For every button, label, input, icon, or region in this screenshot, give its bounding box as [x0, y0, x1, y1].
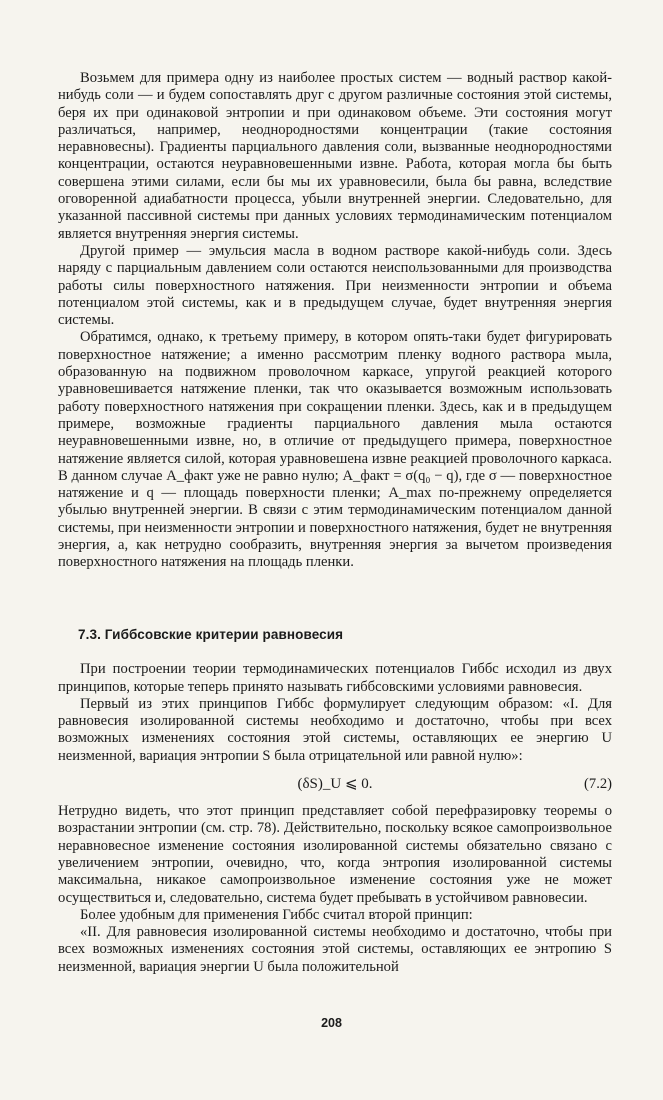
body-text-top — [58, 70, 612, 572]
paragraph-second-principle: «II. Для равновесия изолированной системы необходимо и достаточно, чтобы при всех возможных изменениях состояния этой системы, оставляющих ее энтропию S неизменной, вариация энергии U была положительной — [58, 924, 612, 975]
equation-7-2 — [58, 770, 612, 800]
paragraph-soap-film-example: Обратимся, однако, к третьему примеру, в котором опять-таки будет фигурировать поверхностное натяжение; а именно рассмотрим пленку водного раствора мыла, образованную на подвижном проволочном каркасе, упругой реакцией которого уравновешивается натяжение пленки, так что оказывается возможным использовать работу поверхностного натяжения при сокращении пленки. Здесь, как и в предыдущем примере, возможные градиенты парциального давления мыла остаются неуравновешенными извне, но, в отличие от предыдущего примера, поверхностное натяжение является силой, которая уравновешена извне реакцией проволочного каркаса. В данном случае A_факт уже не равно нулю; A_факт = σ(q₀ − q), где σ — поверхностное натяжение и q — площадь поверхности пленки; A_max по-прежнему определяется убылью внутренней энергии. В связи с этим термодинамическим потенциалом данной системы, при неизменности энтропии и поверхностного натяжения, будет не внутренняя энергия, а, как нетрудно сообразить, внутренняя энергия за вычетом произведения поверхностного натяжения на площадь пленки. — [58, 329, 612, 571]
section-gibbs-criteria — [58, 626, 612, 976]
paragraph-intro: При построении теории термодинамических потенциалов Гиббс исходил из двух принципов, которые теперь принято называть гиббсовскими условиями равновесия. — [58, 661, 612, 695]
page-number: 208 — [321, 1016, 342, 1030]
paragraph-solution-example: Возьмем для примера одну из наиболее простых систем — водный раствор какой-нибудь соли — и будем сопоставлять друг с другом различные состояния этой системы, беря их при одинаковой энтропии и при одинаковом объеме. Эти состояния могут различаться, например, неоднородностями концентрации (такие состояния неравновесны). Градиенты парциального давления соли, вызванные неоднородностями концентрации, остаются неуравновешенными извне. Работа, которая могла бы быть совершена этими силами, если бы мы их уравновесили, была бы равна, вследствие оговоренной адиабатности процесса, убыли внутренней энергии. Следовательно, для указанной пассивной системы при данных условиях термодинамическим потенциалом является внутренняя энергия системы. — [58, 70, 612, 242]
paragraph-second-intro: Более удобным для применения Гиббс считал второй принцип: — [80, 906, 473, 923]
equation-number: (7.2) — [584, 776, 612, 793]
section-title: 7.3. Гиббсовские критерии равновесия — [78, 627, 344, 642]
equation-body: (δS)_U ⩽ 0. — [297, 776, 373, 793]
paragraph-first-principle: Первый из этих принципов Гиббс формулирует следующим образом: «I. Для равновесия изолированной системы необходимо и достаточно, чтобы при всех возможных изменениях состояния этой системы, оставляющих ее энергию U неизменной, вариация энтропии S была отрицательной или равной нулю»: — [58, 695, 612, 764]
paragraph-after-equation: Нетрудно видеть, что этот принцип представляет собой перефразировку теоремы о возрастании энтропии (см. стр. 78). Действительно, поскольку всякое самопроизвольное неравновесное изменение состояния изолированной системы обязательно связано с увеличением энтропии, очевидно, что, когда энтропия изолированной системы максимальна, никакое самопроизвольное изменение состояния уже не может осуществиться и, следовательно, система будет пребывать в устойчивом равновесии. — [58, 803, 612, 906]
paragraph-emulsion-example: Другой пример — эмульсия масла в водном растворе какой-нибудь соли. Здесь наряду с парциальным давлением соли остаются неиспользованными для производства работы силы поверхностного натяжения. При неизменности энтропии и объема потенциалом этой системы, как и в предыдущем случае, будет внутренняя энергия системы. — [58, 242, 612, 329]
